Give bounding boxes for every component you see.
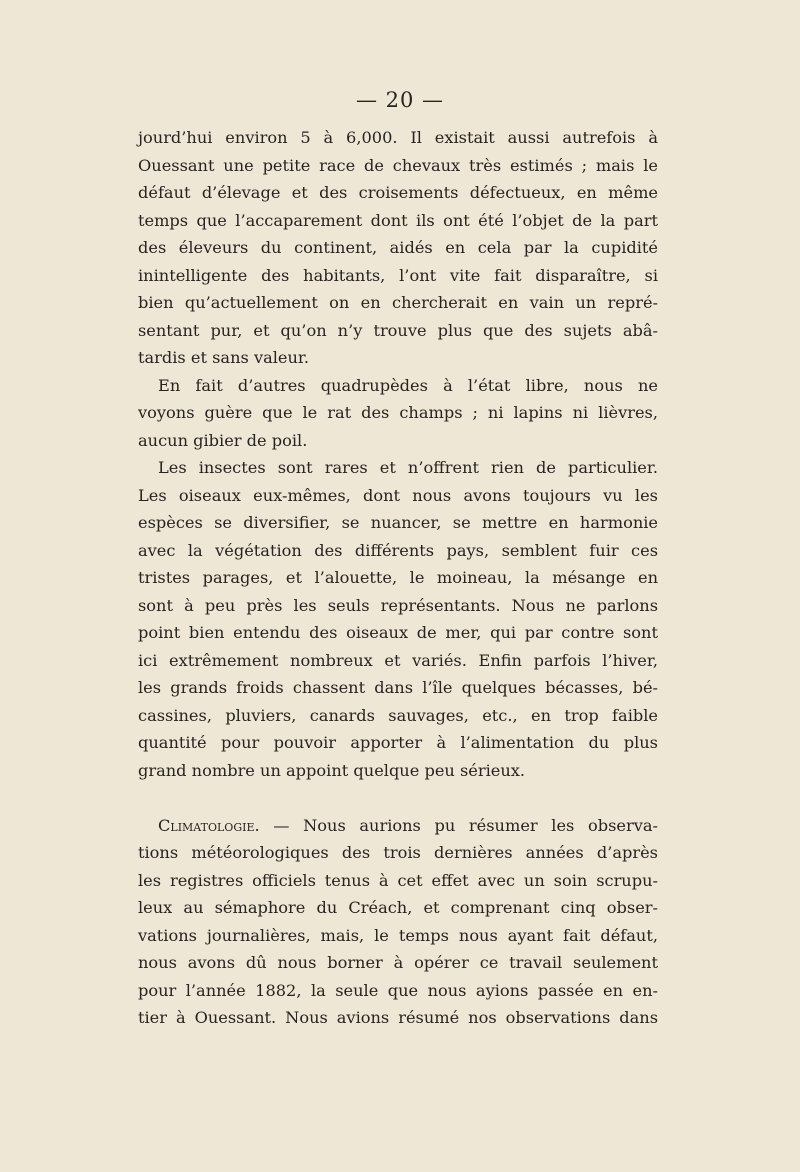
text-line: En fait d’autres quadrupèdes à l’état libre, nous ne xyxy=(158,375,658,395)
text-line: temps que l’accaparement dont ils ont été l’objet de la part xyxy=(138,210,658,230)
text-line: tier à Ouessant. Nous avions résumé nos observations dans xyxy=(138,1008,658,1027)
text-line: aucun gibier de poil. xyxy=(138,430,308,450)
text-line: jourd’hui environ 5 à 6,000. Il existait aussi autrefois à xyxy=(138,128,658,147)
text-line: nous avons dû nous borner à opérer ce travail seulement xyxy=(138,953,658,972)
text-line xyxy=(138,812,658,840)
text-line: les grands froids chassent dans l’île quelques bécasses, bé- xyxy=(138,678,658,697)
text-line: leux au sémaphore du Créach, et comprenant cinq obser- xyxy=(138,898,658,917)
text-line: avec la végétation des différents pays, semblent fuir ces xyxy=(138,540,658,560)
text-line: bien qu’actuellement on en chercherait en vain un repré- xyxy=(138,293,658,312)
text-line-rest: — Nous aurions pu résumer les observa- xyxy=(259,815,658,835)
paragraph xyxy=(138,124,658,372)
text-line: vations journalières, mais, le temps nous ayant fait défaut, xyxy=(138,925,658,945)
text-line: Ouessant une petite race de chevaux très estimés ; mais le xyxy=(138,155,658,175)
paragraph xyxy=(138,372,658,455)
text-line: quantité pour pouvoir apporter à l’alimentation du plus xyxy=(138,733,658,752)
text-line: voyons guère que le rat des champs ; ni lapins ni lièvres, xyxy=(138,403,658,422)
text-line: tristes parages, et l’alouette, le moineau, la mésange en xyxy=(138,568,658,587)
section-heading: Climatologie. xyxy=(158,815,260,835)
section-gap xyxy=(138,784,658,812)
section-climatologie xyxy=(138,812,658,1032)
text-line: défaut d’élevage et des croisements défectueux, en même xyxy=(138,183,658,202)
body-text xyxy=(138,124,658,1032)
text-line: pour l’année 1882, la seule que nous ayions passée en en- xyxy=(138,980,658,1000)
text-line: inintelligente des habitants, l’ont vite fait disparaître, si xyxy=(138,265,658,285)
paragraph xyxy=(138,454,658,784)
text-line: Les oiseaux eux-mêmes, dont nous avons toujours vu les xyxy=(138,485,658,505)
text-line: tardis et sans valeur. xyxy=(138,348,310,367)
text-line: des éleveurs du continent, aidés en cela par la cupidité xyxy=(138,238,658,257)
text-line: Les insectes sont rares et n’offrent rien de particulier. xyxy=(158,458,658,477)
text-line: espèces se diversifier, se nuancer, se mettre en harmonie xyxy=(138,513,658,532)
text-line: ici extrêmement nombreux et variés. Enfin parfois l’hiver, xyxy=(138,650,658,670)
text-line: grand nombre un appoint quelque peu sérieux. xyxy=(138,760,526,780)
text-line: cassines, pluviers, canards sauvages, etc., en trop faible xyxy=(138,705,658,725)
text-line: sentant pur, et qu’on n’y trouve plus que des sujets abâ- xyxy=(138,320,658,340)
page-number: — 20 — xyxy=(355,88,445,112)
text-line: tions météorologiques des trois dernières années d’après xyxy=(138,843,658,862)
text-line: point bien entendu des oiseaux de mer, qui par contre sont xyxy=(138,623,658,642)
text-line: les registres officiels tenus à cet effet avec un soin scrupu- xyxy=(138,870,658,890)
text-line: sont à peu près les seuls représentants. Nous ne parlons xyxy=(138,595,658,615)
